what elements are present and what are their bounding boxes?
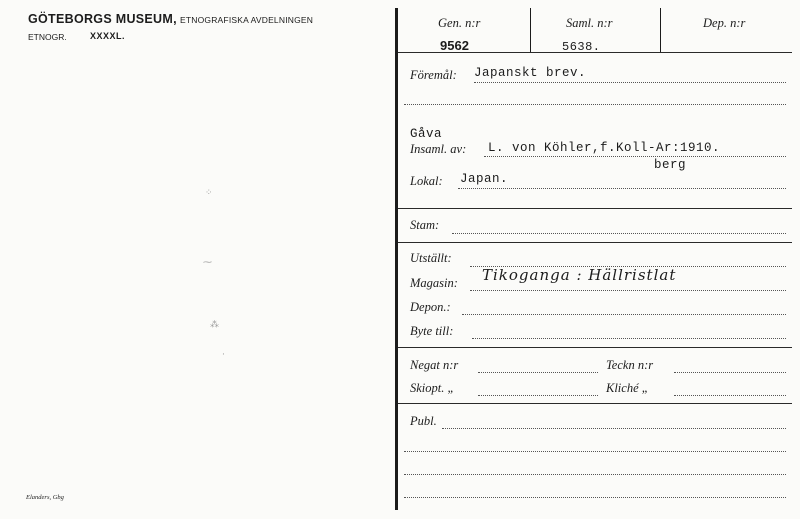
department-name: ETNOGRAFISKA AVDELNINGEN (180, 15, 314, 25)
header-divider-2 (660, 8, 661, 52)
insaml-label: Insaml. av: (410, 142, 467, 156)
utstallt-label: Utställt: (410, 251, 452, 265)
lokal-value: Japan. (460, 172, 509, 186)
printer-mark: Elanders, Gbg (26, 494, 64, 501)
lokal-label: Lokal: (410, 174, 443, 188)
byte-line (472, 338, 786, 339)
foremal-value: Japanskt brev. (474, 66, 587, 80)
teckn-label: Teckn n:r (606, 358, 654, 372)
gava-note: Gåva (410, 127, 443, 141)
museum-name: GÖTEBORGS MUSEUM, (28, 12, 177, 26)
stam-label: Stam: (410, 218, 440, 232)
insaml-value: L. von Köhler,f.Koll-Ar:1910. (488, 141, 721, 155)
stam-line (452, 233, 786, 234)
insaml-sub: berg (654, 158, 687, 172)
kliche-label: Kliché „ (606, 381, 649, 395)
section-rule-2 (398, 242, 792, 243)
section-rule-1 (398, 208, 792, 209)
paper-speck: ⁂ (210, 320, 219, 330)
magasin-value: Tikoganga : Hällristlat (482, 266, 677, 284)
etnogr-label: ETNOGR. (28, 32, 67, 42)
depon-line (462, 314, 786, 315)
foremal-line (474, 82, 786, 83)
negat-label: Negat n:r (410, 358, 459, 372)
blank-line (404, 497, 786, 498)
paper-speck: ⁘ (205, 188, 213, 198)
publ-label: Publ. (410, 414, 437, 428)
magasin-label: Magasin: (410, 276, 458, 290)
saml-nr-label: Saml. n:r (566, 16, 613, 30)
foremal-label: Föremål: (410, 68, 457, 82)
blank-line (404, 474, 786, 475)
publ-line (442, 428, 786, 429)
depon-label: Depon.: (410, 300, 451, 314)
struck-out-label: XXXXL. (90, 31, 126, 41)
paper-speck: ⁓ (203, 258, 212, 268)
card-left-rule (395, 8, 398, 510)
blank-line (404, 451, 786, 452)
kliche-line (674, 395, 786, 396)
lokal-line (458, 188, 786, 189)
paper-speck: · (222, 350, 225, 360)
header-divider-1 (530, 8, 531, 52)
skiopt-label: Skiopt. „ (410, 381, 455, 395)
blank-line (404, 104, 786, 105)
insaml-line (484, 156, 786, 157)
section-rule-3 (398, 347, 792, 348)
saml-nr-value: 5638. (562, 40, 601, 54)
dep-nr-label: Dep. n:r (703, 16, 746, 30)
magasin-line (470, 290, 786, 291)
teckn-line (674, 372, 786, 373)
skiopt-line (478, 395, 598, 396)
gen-nr-label: Gen. n:r (438, 16, 481, 30)
byte-label: Byte till: (410, 324, 454, 338)
section-rule-4 (398, 403, 792, 404)
gen-nr-value: 9562 (440, 38, 469, 53)
negat-line (478, 372, 598, 373)
